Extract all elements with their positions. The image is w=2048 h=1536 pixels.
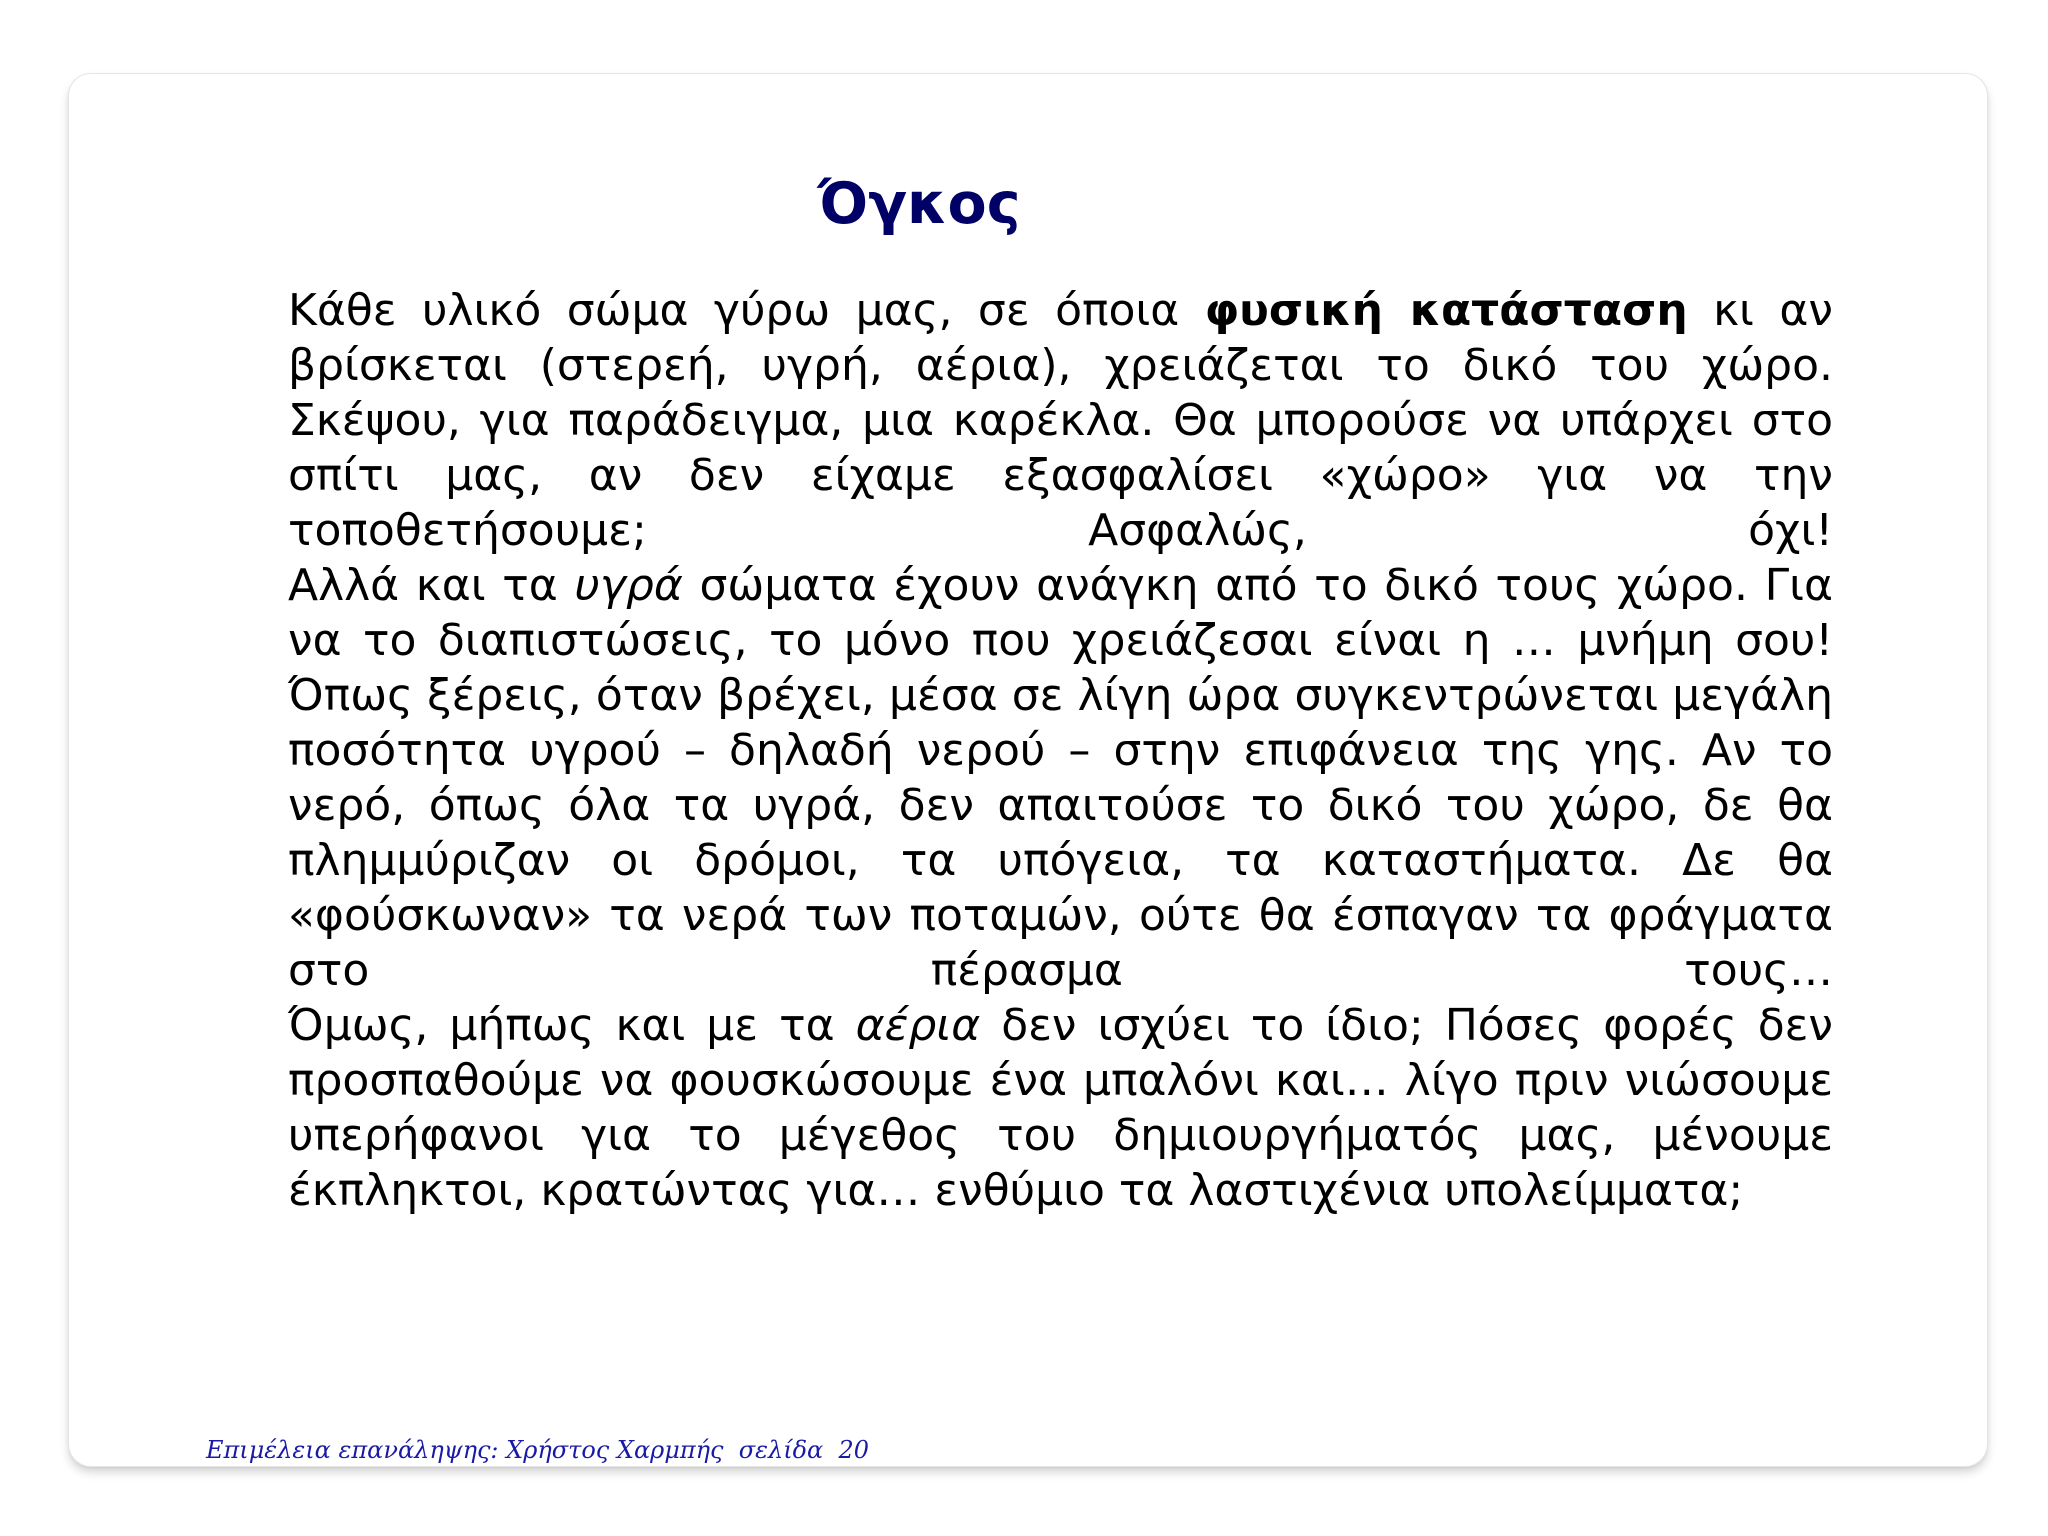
page-title: Όγκος xyxy=(817,171,1021,237)
paragraph-2-end: σώματα έχουν ανάγκη από το δικό τους χώρο. Για να το διαπιστώσεις, το μόνο που χρειάζεσαι είναι η … μνήμη σου! Όπως ξέρεις, όταν βρέχει, μέσα σε λίγη ώρα συγκεντρώνεται μεγάλη ποσότητα υγρού – δηλαδή νερού – στην επιφάνεια της γης. Αν το νερό, όπως όλα τα υγρά, δεν απαιτούσε το δικό του χώρο, δε θα πλημμύριζαν οι δρόμοι, τα υπόγεια, τα καταστήματα. Δε θα «φούσκωναν» τα νερά των ποταμών, ούτε θα έσπαγαν τα φράγματα στο πέρασμα τους… xyxy=(288,560,1833,996)
paragraph-3-end: δεν ισχύει το ίδιο; Πόσες φορές δεν προσπαθούμε να φουσκώσουμε ένα μπαλόνι και… λίγο πριν νιώσουμε υπερήφανοι για το μέγεθος του δημιουργήματός μας, μένουμε έκπληκτοι, κρατώντας για… ενθύμιο τα λαστιχένια υπολείμματα; xyxy=(288,1000,1833,1216)
italic-term-gases: αέρια xyxy=(855,1000,981,1051)
slide-page xyxy=(69,74,1987,1466)
body-text xyxy=(288,283,1833,1218)
paragraph-1 xyxy=(288,283,1833,558)
paragraph-3 xyxy=(288,998,1833,1218)
paragraph-1-end: κι αν βρίσκεται (στερεή, υγρή, αέρια), χρειάζεται το δικό του χώρο. Σκέψου, για παράδειγμα, μια καρέκλα. Θα μπορούσε να υπάρχει στο σπίτι μας, αν δεν είχαμε εξασφαλίσει «χώρο» για να την τοποθετήσουμε; Ασφαλώς, όχι! xyxy=(288,285,1833,556)
paragraph-3-start: Όμως, μήπως και με τα xyxy=(288,1000,856,1051)
italic-term-liquids: υγρά xyxy=(574,560,683,611)
bold-term: φυσική κατάσταση xyxy=(1204,285,1688,336)
footer-credit: Επιμέλεια επανάληψης: Χρήστος Χαρμπής σελίδα 20 xyxy=(206,1436,870,1464)
paragraph-2 xyxy=(288,558,1833,998)
paragraph-2-start: Αλλά και τα xyxy=(288,560,575,611)
paragraph-1-start: Κάθε υλικό σώμα γύρω μας, σε όποια xyxy=(288,285,1205,336)
